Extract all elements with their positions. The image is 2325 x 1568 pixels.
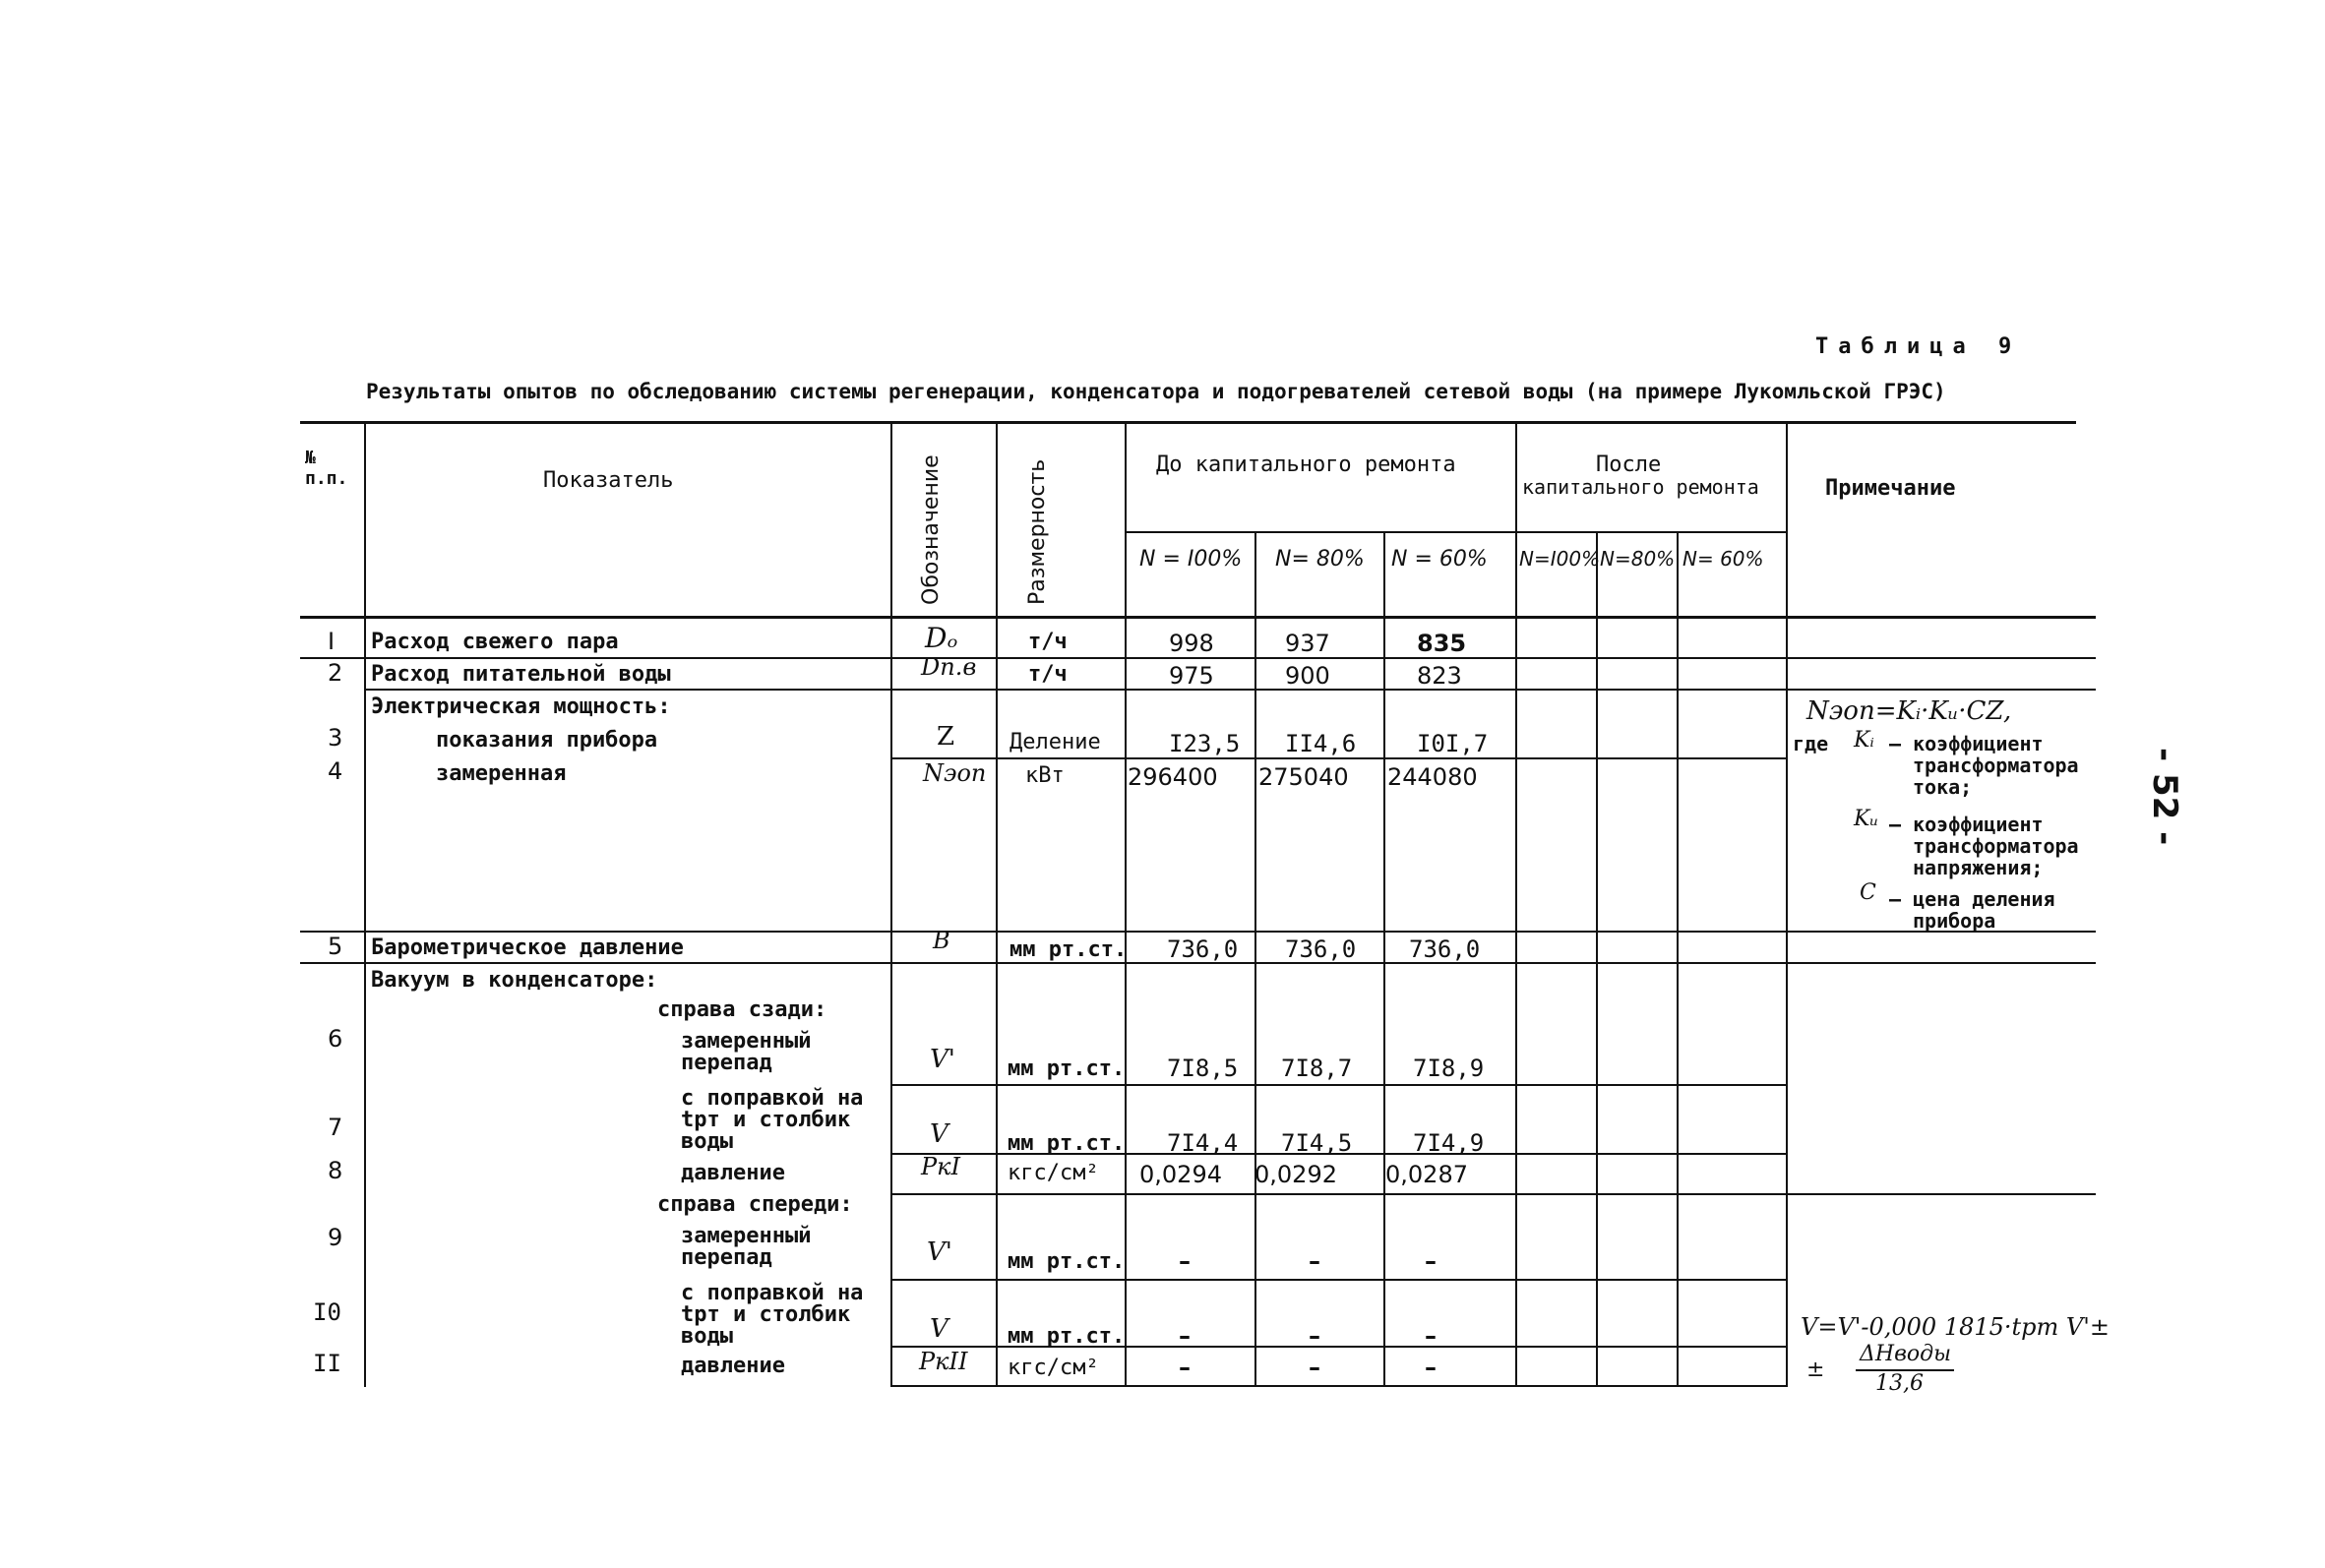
row-symbol: V xyxy=(930,1119,948,1149)
row-label: Расход свежего пара xyxy=(371,630,619,654)
cell-value: 0,0287 xyxy=(1385,1161,1468,1188)
cell-value: 7I4,9 xyxy=(1413,1129,1485,1157)
row-symbol: V' xyxy=(930,1045,955,1074)
note-text: прибора xyxy=(1913,909,1996,933)
row-symbol: V xyxy=(930,1314,948,1344)
row-symbol: Z xyxy=(937,722,955,752)
col-after-group-2: капитального ремонта xyxy=(1522,475,1759,499)
row-label: tрт и столбик xyxy=(681,1302,851,1327)
row-symbol: PкII xyxy=(919,1348,968,1375)
cell-value: 975 xyxy=(1169,662,1214,690)
row-label: с поправкой на xyxy=(681,1281,864,1305)
subsection-header: справа сзади: xyxy=(657,997,827,1022)
cell-value: 998 xyxy=(1169,630,1214,657)
note-text: – коэффициент xyxy=(1889,813,2044,836)
row-label: воды xyxy=(681,1324,733,1349)
row-symbol: V' xyxy=(927,1237,952,1267)
row-label: давление xyxy=(681,1354,785,1378)
row-label: Расход питательной воды xyxy=(371,662,671,687)
cell-value: 736,0 xyxy=(1285,935,1357,963)
row-dimension: мм рт.ст. xyxy=(1008,1249,1126,1274)
cell-value: I0I,7 xyxy=(1417,730,1489,757)
note-text: где xyxy=(1793,732,1829,755)
row-label: tрт и столбик xyxy=(681,1108,851,1132)
row-dimension: кгс/см² xyxy=(1008,1161,1099,1185)
col-before-group: До капитального ремонта xyxy=(1156,452,1456,477)
row-dimension: кВт xyxy=(1025,763,1065,788)
row-num: 6 xyxy=(328,1025,343,1053)
subsection-header: справа спереди: xyxy=(657,1192,853,1217)
note-formula: V=V'-0,000 1815·tрт V'± xyxy=(1801,1313,2110,1341)
col-after-100: N=I00% xyxy=(1519,547,1601,571)
row-label: замеренный xyxy=(681,1224,812,1248)
col-dimension: Размерность xyxy=(1025,458,1050,605)
row-num: 7 xyxy=(328,1114,343,1141)
row-dimension: кгс/см² xyxy=(1008,1356,1099,1380)
cell-value: 7I8,5 xyxy=(1167,1055,1239,1082)
cell-value: – xyxy=(1425,1247,1437,1275)
cell-value: 7I4,4 xyxy=(1167,1129,1239,1157)
row-num: 8 xyxy=(328,1157,343,1184)
cell-value: 900 xyxy=(1285,662,1330,690)
cell-value: 7I4,5 xyxy=(1281,1129,1353,1157)
row-num: 4 xyxy=(328,757,343,785)
row-label: замеренный xyxy=(681,1029,812,1054)
cell-value: 937 xyxy=(1285,630,1330,657)
cell-value: 275040 xyxy=(1258,763,1349,791)
row-label: показания прибора xyxy=(436,728,658,753)
cell-value: – xyxy=(1179,1247,1191,1275)
col-before-100: N = I00% xyxy=(1139,547,1243,572)
note-text: трансформатора xyxy=(1913,754,2079,777)
cell-value: – xyxy=(1425,1354,1437,1381)
note-text: трансформатора xyxy=(1913,834,2079,858)
cell-value: – xyxy=(1309,1247,1320,1275)
note-text: – цена деления xyxy=(1889,887,2055,911)
cell-value: – xyxy=(1425,1322,1437,1350)
cell-value: 736,0 xyxy=(1167,935,1239,963)
row-num: II xyxy=(313,1350,341,1377)
row-symbol: B xyxy=(933,927,950,954)
cell-value: – xyxy=(1309,1322,1320,1350)
cell-value: 7I8,9 xyxy=(1413,1055,1485,1082)
table-caption: Результаты опытов по обследованию системы регенерации, конденсатора и подогревателей сетевой воды (на примере Лукомльской ГРЭС) xyxy=(366,380,1946,403)
cell-value: 0,0294 xyxy=(1139,1161,1222,1188)
note-symbol: Kᵤ xyxy=(1854,807,1879,831)
row-symbol: Dп.в xyxy=(921,653,977,681)
row-dimension: мм рт.ст. xyxy=(1010,937,1128,962)
row-dimension: мм рт.ст. xyxy=(1008,1056,1126,1081)
col-num: № п.п. xyxy=(305,448,348,489)
section-header: Вакуум в конденсаторе: xyxy=(371,968,658,993)
row-label: давление xyxy=(681,1161,785,1185)
cell-value: – xyxy=(1179,1354,1191,1381)
cell-value: 835 xyxy=(1417,630,1467,657)
table-label: Таблица 9 xyxy=(1815,334,2022,359)
row-dimension: Деление xyxy=(1010,730,1101,754)
row-num: I0 xyxy=(313,1298,341,1326)
row-num: 2 xyxy=(328,659,343,687)
col-designation: Обозначение xyxy=(919,454,944,605)
row-num: 5 xyxy=(328,933,343,960)
note-symbol: C xyxy=(1860,880,1876,905)
cell-value: 296400 xyxy=(1128,763,1218,791)
note-text: напряжения; xyxy=(1913,856,2044,879)
cell-value: 244080 xyxy=(1387,763,1478,791)
row-dimension: мм рт.ст. xyxy=(1008,1324,1126,1349)
note-formula: ΔHводы xyxy=(1860,1342,1951,1366)
col-after-80: N=80% xyxy=(1600,547,1676,571)
row-dimension: мм рт.ст. xyxy=(1008,1131,1126,1156)
cell-value: I23,5 xyxy=(1169,730,1241,757)
note-symbol: Kᵢ xyxy=(1854,728,1874,753)
col-before-60: N = 60% xyxy=(1391,547,1488,572)
row-num: 9 xyxy=(328,1224,343,1251)
col-after-group-1: После xyxy=(1596,452,1662,477)
note-text: тока; xyxy=(1913,775,1973,799)
cell-value: 7I8,7 xyxy=(1281,1055,1353,1082)
cell-value: II4,6 xyxy=(1285,730,1357,757)
section-header: Электрическая мощность: xyxy=(371,694,671,719)
note-formula: ± xyxy=(1806,1357,1825,1382)
col-after-60: N= 60% xyxy=(1683,547,1764,571)
cell-value: – xyxy=(1179,1322,1191,1350)
cell-value: 0,0292 xyxy=(1254,1161,1337,1188)
row-label: перепад xyxy=(681,1051,772,1075)
page-number: - 52 - xyxy=(2145,748,2184,846)
row-dimension: т/ч xyxy=(1028,630,1068,654)
col-before-80: N= 80% xyxy=(1275,547,1365,572)
row-symbol: PкI xyxy=(921,1153,960,1180)
note-text: – коэффициент xyxy=(1889,732,2044,755)
row-symbol: Nэоп xyxy=(923,759,987,787)
row-label: перепад xyxy=(681,1245,772,1270)
row-num: 3 xyxy=(328,724,343,752)
row-symbol: Dₒ xyxy=(925,622,958,654)
row-dimension: т/ч xyxy=(1028,662,1068,687)
col-indicator: Показатель xyxy=(543,468,674,493)
note-formula: 13,6 xyxy=(1875,1371,1924,1396)
row-label: замеренная xyxy=(436,761,567,786)
row-label: Барометрическое давление xyxy=(371,935,684,960)
cell-value: 823 xyxy=(1417,662,1462,690)
col-note: Примечание xyxy=(1825,476,1956,501)
row-label: воды xyxy=(681,1129,733,1154)
row-label: с поправкой на xyxy=(681,1086,864,1111)
note-formula: Nэоп=Kᵢ·Kᵤ·CZ, xyxy=(1806,696,2012,726)
cell-value: – xyxy=(1309,1354,1320,1381)
row-num: I xyxy=(328,628,336,655)
cell-value: 736,0 xyxy=(1409,935,1481,963)
